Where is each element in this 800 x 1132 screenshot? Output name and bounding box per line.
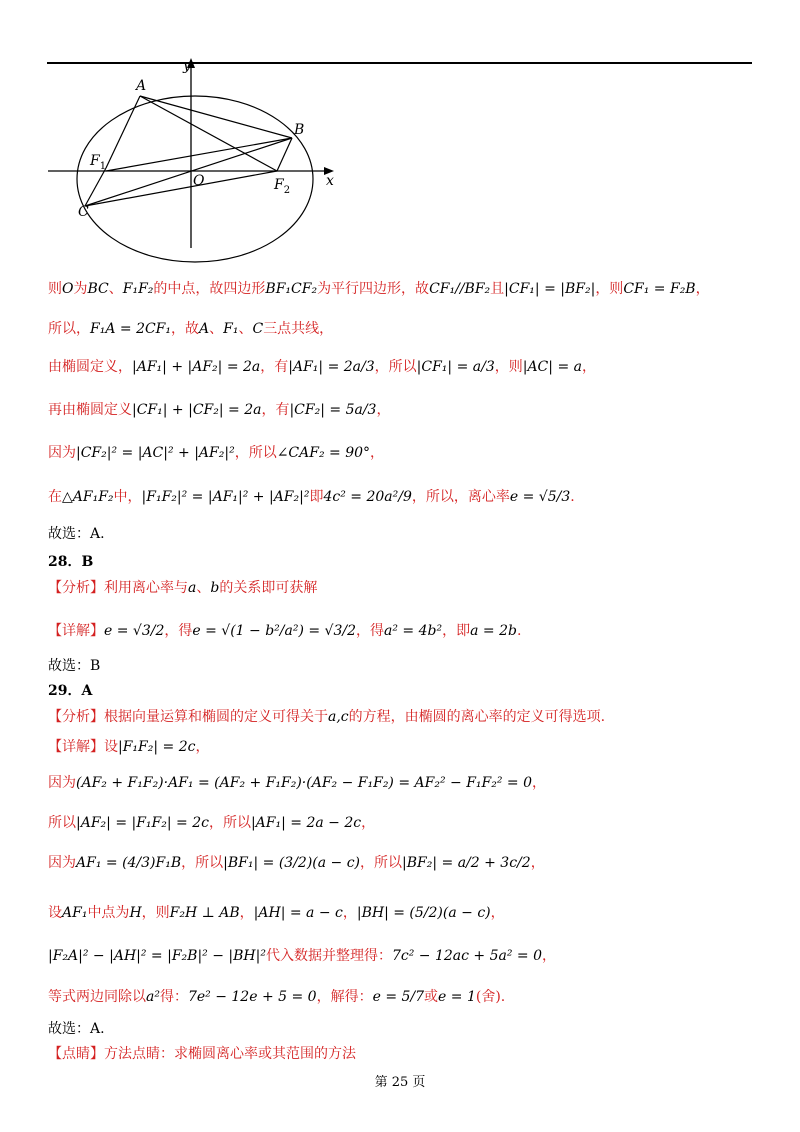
text-run: ，解得： bbox=[316, 989, 373, 1005]
text-line bbox=[48, 578, 317, 598]
math-expression: BC bbox=[87, 281, 109, 297]
math-expression: ∠CAF₂ = 90° bbox=[276, 445, 371, 461]
text-run: (舍). bbox=[475, 989, 506, 1005]
math-expression: |CF₂| = 5a/3 bbox=[289, 402, 377, 418]
label-x: x bbox=[326, 173, 334, 189]
math-expression: H bbox=[129, 905, 142, 921]
math-expression: C bbox=[252, 321, 264, 337]
math-expression: |CF₁| = a/3 bbox=[416, 359, 495, 375]
text-run: 由椭圆定义， bbox=[48, 359, 132, 375]
math-expression: F₁A = 2CF₁ bbox=[90, 321, 172, 337]
text-line bbox=[48, 903, 505, 923]
text-run: ，有 bbox=[261, 402, 290, 418]
text-run: ， bbox=[541, 948, 556, 964]
math-expression: |BF₂| = a/2 + 3c/2 bbox=[402, 855, 531, 871]
page-footer: 第 25 页 bbox=[374, 1075, 426, 1090]
math-expression: |AF₁| = 2a − 2c bbox=[250, 815, 362, 831]
text-run: 为平行四边形，故 bbox=[317, 281, 430, 297]
label-o: O bbox=[193, 173, 205, 189]
math-expression: e = √(1 − b²/a²) = √3/2 bbox=[192, 623, 357, 639]
math-expression: |AH| = a − c bbox=[253, 905, 343, 921]
math-expression: e = 1 bbox=[438, 989, 476, 1005]
text-run: ， bbox=[370, 445, 385, 461]
math-expression: e = 5/7 bbox=[372, 989, 425, 1005]
text-run: 在 bbox=[48, 489, 62, 505]
label-b: B bbox=[294, 122, 305, 138]
text-run: 【详解】 bbox=[48, 623, 104, 639]
math-expression: |BF₁| = (3/2)(a − c) bbox=[223, 855, 361, 871]
text-run: ，所以，离心率 bbox=[411, 489, 510, 505]
math-expression: CF₁//BF₂ bbox=[429, 281, 491, 297]
text-run: ，得 bbox=[356, 623, 385, 639]
text-line bbox=[48, 946, 556, 966]
text-run: ，得 bbox=[164, 623, 193, 639]
math-expression: F₁F₂ bbox=[122, 281, 154, 297]
text-run: ， bbox=[376, 402, 391, 418]
text-line bbox=[48, 1044, 356, 1064]
text-run: 因为 bbox=[48, 855, 76, 871]
text-run: 的方程，由椭圆的离心率的定义可得选项. bbox=[348, 709, 606, 725]
math-expression: 4c² = 20a²/9 bbox=[323, 489, 412, 505]
text-line bbox=[48, 773, 546, 793]
math-expression: a² bbox=[146, 989, 160, 1005]
math-expression: e = √5/3 bbox=[509, 489, 571, 505]
math-expression: |AF₁| = 2a/3 bbox=[288, 359, 375, 375]
text-run: 因为 bbox=[48, 445, 76, 461]
text-run: ， bbox=[532, 775, 547, 791]
math-expression: |BH| = (5/2)(a − c) bbox=[356, 905, 491, 921]
answer-text: 故选：B bbox=[48, 658, 101, 674]
text-line bbox=[48, 319, 333, 339]
text-run: 所以， bbox=[48, 321, 90, 337]
text-run: 【分析】根据向量运算和椭圆的定义可得关于 bbox=[48, 709, 328, 725]
ellipse-diagram bbox=[40, 58, 350, 283]
text-run: ，所以 bbox=[234, 445, 277, 461]
text-run: 中， bbox=[113, 489, 142, 505]
text-line bbox=[48, 1019, 105, 1039]
text-run: 且 bbox=[490, 281, 505, 297]
text-run: 设 bbox=[48, 905, 62, 921]
text-run: ，所以 bbox=[374, 359, 417, 375]
text-run: 的关系即可获解 bbox=[219, 580, 318, 596]
answer-heading: 29．A bbox=[48, 683, 93, 699]
text-run: ， bbox=[490, 905, 505, 921]
math-expression: F₁ bbox=[223, 321, 239, 337]
math-expression: a bbox=[188, 580, 197, 596]
math-expression: O bbox=[62, 281, 74, 297]
text-line bbox=[48, 813, 375, 833]
text-run: 【点睛】方法点睛：求椭圆离心率或其范围的方法 bbox=[48, 1046, 356, 1062]
math-expression: 7e² − 12e + 5 = 0 bbox=[187, 989, 317, 1005]
text-line bbox=[48, 621, 521, 641]
text-run: 得： bbox=[159, 989, 188, 1005]
text-line bbox=[48, 987, 505, 1007]
label-f1: $F_1$ bbox=[90, 153, 107, 172]
math-expression: |F₁F₂| = 2c bbox=[118, 739, 196, 755]
math-expression: F₂H ⊥ AB bbox=[169, 905, 240, 921]
math-expression: |F₂A|² − |AH|² = |F₂B|² − |BH|² bbox=[48, 948, 266, 964]
text-run: ， bbox=[581, 359, 596, 375]
label-a: A bbox=[136, 78, 147, 94]
math-expression: a = 2b bbox=[470, 623, 517, 639]
text-run: ，所以 bbox=[360, 855, 403, 871]
math-expression: BF₁CF₂ bbox=[265, 281, 318, 297]
text-run: ， bbox=[695, 281, 710, 297]
text-run: 等式两边同除以 bbox=[48, 989, 146, 1005]
math-expression: A bbox=[199, 321, 210, 337]
text-run: ， bbox=[530, 855, 545, 871]
label-y: y bbox=[183, 58, 191, 74]
text-line bbox=[48, 853, 545, 873]
math-expression: CF₁ = F₂B bbox=[623, 281, 696, 297]
text-run: ， bbox=[239, 905, 254, 921]
text-run: 所以 bbox=[48, 815, 76, 831]
math-expression: |F₁F₂|² = |AF₁|² + |AF₂|² bbox=[141, 489, 310, 505]
text-line bbox=[48, 400, 390, 420]
text-run: ，故 bbox=[171, 321, 200, 337]
text-line bbox=[48, 737, 209, 757]
text-run: 因为 bbox=[48, 775, 76, 791]
answer-text: 故选：A. bbox=[48, 526, 105, 542]
text-run: 再由椭圆定义 bbox=[48, 402, 132, 418]
text-run: . bbox=[570, 489, 575, 505]
text-run: 三点共线， bbox=[263, 321, 334, 337]
text-run: ， bbox=[361, 815, 376, 831]
math-expression: e = √3/2 bbox=[104, 623, 165, 639]
math-expression: △AF₁F₂ bbox=[62, 489, 114, 505]
answer-heading: 28．B bbox=[48, 554, 94, 570]
text-line bbox=[48, 681, 92, 701]
math-expression: AF₁ = (4/3)F₁B bbox=[76, 855, 182, 871]
text-run: ， bbox=[195, 739, 210, 755]
text-run: ，所以 bbox=[181, 855, 224, 871]
math-expression: 7c² − 12ac + 5a² = 0 bbox=[391, 948, 542, 964]
text-run: ，则 bbox=[141, 905, 170, 921]
text-run: ，则 bbox=[494, 359, 523, 375]
math-expression: |CF₁| = |BF₂| bbox=[504, 281, 596, 297]
math-expression: a,c bbox=[328, 709, 349, 725]
math-expression: |CF₁| + |CF₂| = 2a bbox=[132, 402, 262, 418]
text-run: 、 bbox=[238, 321, 253, 337]
text-run: 【详解】设 bbox=[48, 739, 118, 755]
text-run: 、 bbox=[209, 321, 224, 337]
text-run: 的中点，故四边形 bbox=[153, 281, 266, 297]
math-expression: a² = 4b² bbox=[384, 623, 443, 639]
label-c: C bbox=[78, 204, 89, 220]
text-run: ，则 bbox=[595, 281, 624, 297]
text-line bbox=[48, 443, 384, 463]
math-expression: (AF₂ + F₁F₂)·AF₁ = (AF₂ + F₁F₂)·(AF₂ − F₁F₂) = AF₂² − F₁F₂² = 0 bbox=[76, 775, 533, 791]
text-run: 、 bbox=[196, 580, 211, 596]
text-line bbox=[48, 656, 100, 676]
math-expression: |AF₂| = |F₁F₂| = 2c bbox=[76, 815, 209, 831]
text-run: 、 bbox=[108, 281, 123, 297]
math-expression: b bbox=[210, 580, 220, 596]
text-line bbox=[48, 524, 105, 544]
text-run: 或 bbox=[424, 989, 439, 1005]
text-run: 为 bbox=[73, 281, 88, 297]
text-run: ，有 bbox=[260, 359, 289, 375]
text-line bbox=[48, 552, 93, 572]
text-run: 则 bbox=[48, 281, 62, 297]
text-line bbox=[48, 279, 710, 299]
text-run: 【分析】利用离心率与 bbox=[48, 580, 188, 596]
text-run: ， bbox=[342, 905, 357, 921]
text-line bbox=[48, 707, 605, 727]
text-line bbox=[48, 357, 596, 377]
text-run: 代入数据并整理得： bbox=[265, 948, 392, 964]
text-run: . bbox=[516, 623, 522, 639]
text-run: 中点为 bbox=[87, 905, 130, 921]
text-line bbox=[48, 487, 575, 507]
math-expression: |CF₂|² = |AC|² + |AF₂|² bbox=[76, 445, 235, 461]
math-expression: AF₁ bbox=[62, 905, 88, 921]
text-run: ，即 bbox=[442, 623, 471, 639]
math-expression: |AF₁| + |AF₂| = 2a bbox=[132, 359, 261, 375]
text-run: ，所以 bbox=[208, 815, 251, 831]
text-run: 即 bbox=[309, 489, 324, 505]
answer-text: 故选：A. bbox=[48, 1021, 105, 1037]
label-f2: $F_2$ bbox=[274, 177, 291, 196]
math-expression: |AC| = a bbox=[522, 359, 582, 375]
